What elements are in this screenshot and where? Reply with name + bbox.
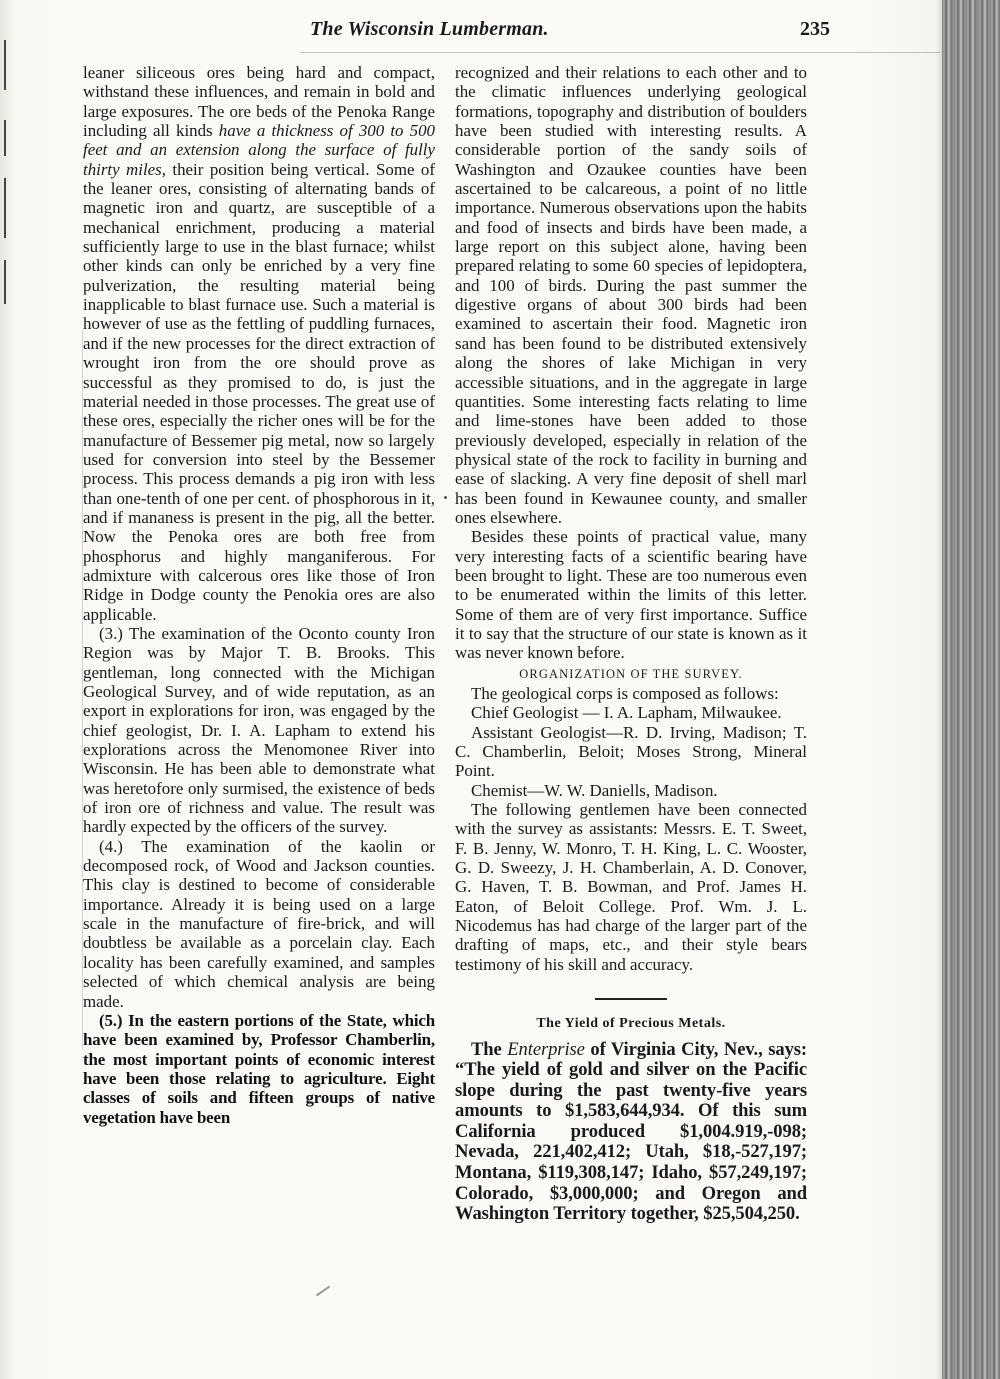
margin-mark [4, 178, 6, 238]
paragraph-eastern-portions: (5.) In the eastern portions of the State, which have been examined by, Professor Chamberlin, the most important points of economic interest have been those relating to agriculture. Eight classes of soils and fifteen groups of native vegetation have been [83, 1010, 435, 1127]
page-header [310, 18, 830, 48]
paragraph-precious-metals [455, 1040, 807, 1225]
penoka-text-b: their position being vertical. Some of the leaner ores, consisting of alternating bands of magnetic iron and quartz, are susceptible of a mechanical enrichment, producing a material sufficiently large to use in the blast furnace; whilst other kinds can only be enriched by a very fine pulverization, the resulting material being inapplicable to blast furnace use. Such a material is however of use as the fettling of puddling furnaces, and if the new processes for the direct extraction of wrought iron from the ore should prove as successful as they promised to do, is just the material needed in those processes. The great use of these ores, especially the richer ones will be for the manufacture of Bessemer pig metal, now so largely used for conversion into steel by the Bessemer process. This process demands a pig iron with less than one-tenth of one per cent. of phosphorous in it, and if mananess is present in the pig, all the better. Now the Penoka ores are both free from phosphorus and highly manganiferous. For admixture with calcerous ores like those of Iron Ridge in Dodge county the Penokia ores are also applicable. [83, 159, 435, 624]
header-rule [300, 52, 940, 53]
margin-mark [4, 260, 6, 304]
paragraph-assistants-list: The following gentlemen have been connected with the survey as assistants: Messrs. E. T. Sweet, F. B. Jenny, W. Monro, T. H. King, L. C. Wooster, G. D. Sweezy, J. H. Chamberlain, A. D. Conover, G. Haven, T. B. Bowman, and Prof. James H. Eaton, of Beloit College. Prof. Wm. J. L. Nicodemus has had charge of the larger part of the drafting of maps, etc., and their style bears testimony of his skill and accuracy. [455, 800, 807, 974]
right-column [455, 63, 807, 1225]
paragraph-soils-and-birds: recognized and their relations to each other and to the climatic influences underlying geological formations, topography and distribution of boulders have been studied with interesting results. A considerable portion of the sandy soils of Washington and Ozaukee counties have been ascertained to be calcareous, a point of no little importance. Numerous observations upon the habits and food of insects and birds have been made, a large report on this subject alone, having been prepared relating to some 60 species of lepidoptera, and 100 of birds. During the past summer the digestive organs of about 300 birds had been examined to ascertain their food. Magnetic iron sand has been found to be distributed extensively along the shores of lake Michigan in very accessible situations, and in the aggregate in large quantities. Some interesting facts relating to lime and lime-stones have been added to those previously developed, especially in relation of the physical state of the rock to facility in burning and ease of slacking. A very fine deposit of shell marl has been found in Kewaunee county, and smaller ones elsewhere. [455, 63, 807, 527]
newspaper-name: Enterprise [507, 1038, 585, 1060]
paragraph-chief-geologist: Chief Geologist — I. A. Lapham, Milwaukee. [471, 703, 782, 723]
margin-mark [4, 120, 6, 156]
binding-edge [942, 0, 1000, 1379]
paragraph-penoka-ores [83, 63, 435, 624]
paragraph-corps-intro: The geological corps is composed as follows: [471, 684, 779, 703]
precious-lead: The [471, 1038, 502, 1060]
page-left-edge [0, 0, 14, 1379]
paragraph-kaolin: (4.) The examination of the kaolin or decomposed rock, of Wood and Jackson counties. This clay is destined to become of considerable importance. Already it is being used on a large scale in the manufacture of fire-brick, and will doubtless be available as a porcelain clay. Each locality has been carefully examined, and samples selected of which chemical analysis are being made. [83, 836, 435, 1011]
page-number: 235 [800, 18, 830, 40]
paragraph-assistant-geologists: Assistant Geologist—R. D. Irving, Madison; T. C. Chamberlin, Beloit; Moses Strong, Mineral Point. [455, 722, 807, 781]
section-heading-organization: ORGANIZATION OF THE SURVEY. [519, 666, 743, 681]
ink-mark [316, 1286, 330, 1297]
margin-mark [4, 40, 6, 90]
paragraph-oconto-county: (3.) The examination of the Oconto county Iron Region was by Major T. B. Brooks. This gentleman, long connected with the Michigan Geological Survey, and of wide reputation, as an export in explorations for iron, was engaged by the chief geologist, Dr. I. A. Lapham to extend his explorations across the Menomonee River into Wisconsin. He has been able to demonstrate what was heretofore only surmised, the existence of beds of iron ore of richness and value. The result was hardly expected by the officers of the survey. [83, 623, 435, 837]
left-column [83, 63, 435, 1127]
precious-body: of Virginia City, Nev., says: “The yield of gold and silver on the Pacific slope during the past twenty-five years amounts to $1,583,644,934. Of this sum California produced $1,004.919,-098; Nevada, 221,402,412; Utah, $18,-527,197; Montana, $119,308,147; Idaho, $57,249,197; Colorado, $3,000,000; and Oregon and Washington Territory together, $25,504,250. [455, 1038, 807, 1225]
ink-speck [444, 496, 447, 499]
penoka-text-a: leaner siliceous ores being hard and compact, withstand these influences, and remain in bold and large exposures. The ore beds of the Penoka Range including all kinds [83, 63, 435, 141]
paragraph-chemist: Chemist—W. W. Daniells, Madison. [471, 780, 718, 800]
penoka-text-emphasis: have a thickness of 300 to 500 feet and an extension along the surface of fully thirty miles, [83, 121, 435, 179]
article-title: The Yield of Precious Metals. [536, 1016, 726, 1032]
page-gutter-shadow [934, 0, 942, 1379]
paragraph-scientific-facts: Besides these points of practical value, many very interesting facts of a scientific bearing have been brought to light. These are too numerous even to be enumerated within the limits of this letter. Some of them are of very first importance. Suffice it to say that the structure of our state is known as it was never known before. [455, 527, 807, 663]
running-title: The Wisconsin Lumberman. [310, 18, 549, 40]
